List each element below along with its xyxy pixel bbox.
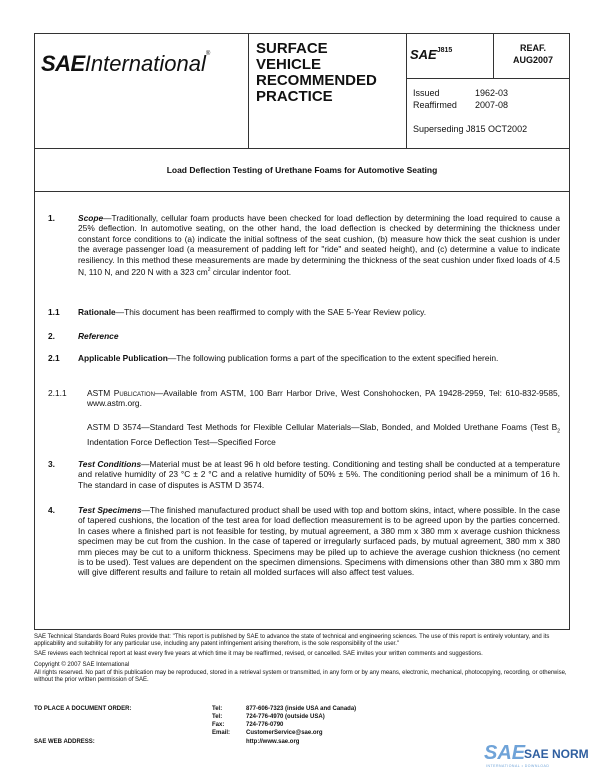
legal-footer <box>34 634 570 685</box>
email-link[interactable]: CustomerService@sae.org <box>246 730 323 736</box>
issue-dates: Issued 1962-03 Reaffirmed 2007-08 <box>413 88 509 110</box>
section-astm-publication: ASTM Publication—Available from ASTM, 100 Barr Harbor Drive, West Conshohocken, PA 19428-2959, Tel: 610-832-9585, www.astm.org. <box>87 388 560 409</box>
document-title-box <box>34 148 570 192</box>
section-applicable-publication: Applicable Publication—The following publication forms a part of the specification to the extent specified herein. <box>78 353 499 363</box>
rights-notice: All rights reserved. No part of this publication may be reproduced, stored in a retrieval system or transmitted, in any form or by any means, electronic, mechanical, photocopying, recording, or otherwise, without the prior written permission of SAE. <box>34 669 567 684</box>
web-address-link[interactable]: http://www.sae.org <box>246 739 300 745</box>
section-reference: Reference <box>78 331 119 341</box>
astm-d3574-reference: ASTM D 3574—Standard Test Methods for Flexible Cellular Materials—Slab, Bonded, and Molded Urethane Foams (Test $B_2$ Indentation Force Deflection Test—Specified Force <box>87 422 560 448</box>
standard-type: SURFACE VEHICLE RECOMMENDED PRACTICE <box>256 40 377 105</box>
section-scope: Scope—Traditionally, cellular foam products have been checked for load deflection by determining the load required to cause a 25% deflection. In automotive seating, on the other hand, the load deflection is checked by determining the thickness under constant force conditions to (a) indicate the initial softness of the seat cushion, (b) measure how thick the seat cushion is under the average passenger load (a measurement of padding left for "ride" and seated height), and (c) determine a value to indicate resiliency. In this method these measurements are made by determining the thickness of the seat cushion under fixed loads of 4.5 N, 110 N, and 220 N with a 323 $cm^2$ circular indentor foot. <box>78 213 560 277</box>
sae-international-logo: SAEInternational® <box>41 51 211 76</box>
document-header <box>34 33 570 149</box>
reaffirmation-stamp: REAF. AUG2007 <box>512 43 554 65</box>
header-divider <box>406 34 407 149</box>
header-divider <box>248 34 249 149</box>
superseding-note: Superseding J815 OCT2002 <box>413 124 528 134</box>
review-note: SAE reviews each technical report at least every five years at which time it may be reaffirmed, revised, or cancelled. SAE invites your written comments and suggestions. <box>34 651 483 658</box>
board-rules-note: SAE Technical Standards Board Rules provide that: "This report is published by SAE to advance the state of technical and engineering sciences. The use of this report is entirely voluntary, and its applicability and suitability for any particular use, including any patent infringement arising therefrom, is the sole responsibility of the user." <box>34 634 550 648</box>
section-test-specimens: Test Specimens—The finished manufactured product shall be used with top and bottom skins, intact, where possible. In the case of tapered cushions, the location of the test area for load deflection measurement is to be agreed upon by the parties concerned. In cases where a finished part is not feasible for testing, by mutual agreement, a 380 mm x 380 mm x average cushion thickness specimen may be cut from the cushion. In the case of tapered or irregularly surfaced pads, by mutual agreement, 380 mm x 380 mm pieces may be cut to a uniform thickness. Specimens may be piled up to achieve the average cushion thickness (no cement is to be used). Test values are dependent on the specimen dimensions. Specimens with dimensions other than 380 mm x 380 mm will give different results and failure to retain all molded surfaces will also affect test values. <box>78 505 560 578</box>
section-rationale: Rationale—This document has been reaffirmed to comply with the SAE 5-Year Review policy. <box>78 307 427 317</box>
document-number: SAE J815 <box>410 47 453 62</box>
document-body: 1. Scope—Traditionally, cellular foam products have been checked for load deflection by determining the load required to cause a 25% deflection. In automotive seating, on the other hand, the load deflection is checked by determining the thickness under constant force conditions to (a) indicate the initial softness of the seat cushion, (b) measure how thick the seat cushion is under the average passenger load (a measurement of padding left for "ride" and seated height), and (c) determine a value to indicate resiliency. In this method these measurements are made by determining the thickness of the seat cushion under fixed loads of 4.5 N, 110 N, and 220 N with a 323 $cm^2$ circular indentor foot. 1.1 Rationale—This document has been reaffirmed to comply with the SAE 5-Year Review policy. 2. Reference 2.1 Applicable Publication—The following publication forms a part of the specification to the extent specified herein. 2.1.1 ASTM Publication—Available from ASTM, 100 Barr Harbor Drive, West Conshohocken, PA 19428-2959, Tel: 610-832-9585, www.astm.org. ASTM D 3574—Standard Test Methods for Flexible Cellular Materials—Slab, Bonded, and Molded Urethane Foams (Test $B_2$ Indentation Force Deflection Test—Specified Force 3. Test Conditions—Material must be at least 96 h old before testing. Conditioning and testing shall be conducted at a temperature and relative humidity of 23 °C ± 2 °C and a relative humidity of 50% ± 5%. The conditioning period shall be a minimum of 16 h. The standard in case of disputes is ASTM D 3574. 4. Test Specimens—The finished manufactured product shall be used with top and bottom skins, intact, where possible. In the case of tapered cushions, the location of the test area for load deflection measurement is to be agreed upon by the parties concerned. In cases where a finished part is not feasible for testing, by mutual agreement, a 380 mm x 380 mm x average cushion thickness specimen may be cut from the cushion. In the case of tapered or irregularly surfaced pads, by mutual agreement, 380 mm x 380 mm pieces may be cut to a uniform thickness. Specimens may be piled up to achieve the average cushion thickness (no cement is to be used). Test values are dependent on the specimen dimensions. Specimens with dimensions other than 380 mm x 380 mm will give different results and failure to retain all molded surfaces will also affect test values. <box>34 192 570 630</box>
sae-norm-watermark: SAE SAE NORM INTERNATIONAL • DOWNLOAD <box>484 742 589 768</box>
header-divider <box>493 34 494 78</box>
copyright: Copyright © 2007 SAE International <box>34 661 130 668</box>
section-test-conditions: Test Conditions—Material must be at least 96 h old before testing. Conditioning and testing shall be conducted at a temperature and relative humidity of 23 °C ± 2 °C and a relative humidity of 50% ± 5%. The conditioning period shall be a minimum of 16 h. The standard in case of disputes is ASTM D 3574. <box>78 459 561 490</box>
header-divider <box>406 78 570 79</box>
document-title: Load Deflection Testing of Urethane Foams for Automotive Seating <box>166 165 438 175</box>
